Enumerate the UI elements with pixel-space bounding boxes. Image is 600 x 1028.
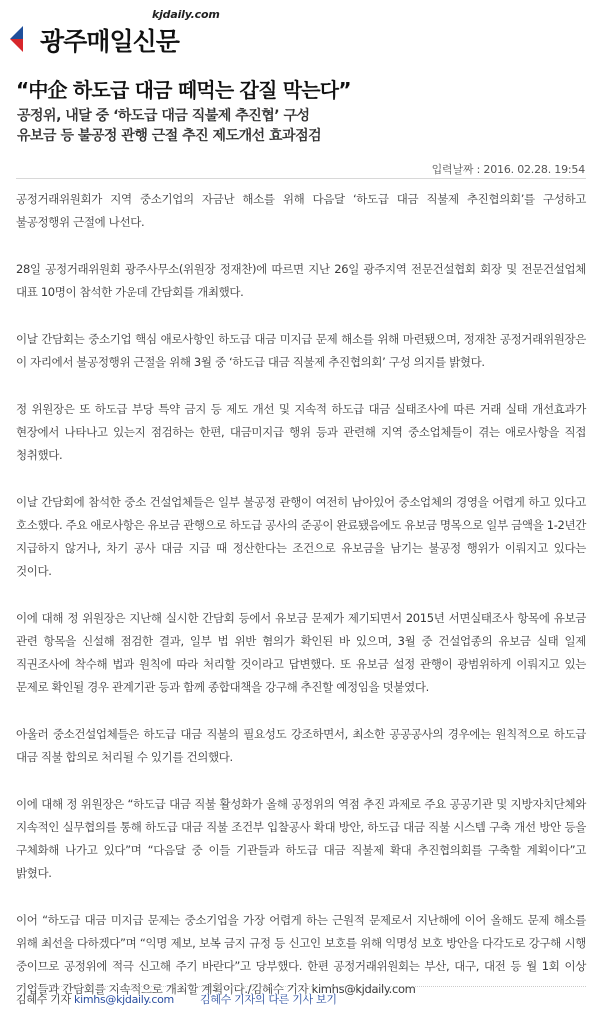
reporter-name: 김혜수 기자 xyxy=(16,993,71,1006)
more-articles-link[interactable]: 김혜수 기자의 다른 기사 보기 xyxy=(200,993,337,1006)
article-paragraph: 이에 대해 정 위원장은 “하도급 대금 직불 활성화가 올해 공정위의 역점 추진 과제로 주요 공공기관 및 지방자치단체와 지속적인 실무협의를 통해 하도급 대금 직불 조건부 입찰공사 확대 방안, 하도급 대금 직불 시스템 구축 개선 방안 등을 구체화해 나가고 있다”며 “다음달 중 이들 기관들과 하도급 대금 직불제 확대 추진협의회를 구축할 계획이다”고 밝혔다. xyxy=(16,797,586,880)
article-body xyxy=(16,188,586,1025)
newspaper-logo-text[interactable]: 광주매일신문 xyxy=(40,27,179,56)
article-paragraph: 공정거래위원회가 지역 중소기업의 자금난 해소를 위해 다음달 ‘하도급 대금 직불제 추진협의회’를 구성하고 불공정행위 근절에 나선다. xyxy=(16,192,586,229)
article-footer xyxy=(16,991,586,1007)
site-domain[interactable]: kjdaily.com xyxy=(152,8,220,21)
article-paragraph: 아울러 중소건설업체들은 하도급 대금 직불의 필요성도 강조하면서, 최소한 공공공사의 경우에는 원칙적으로 하도급 대금 직불 합의로 처리될 수 있기를 건의했다. xyxy=(16,727,586,764)
article-paragraph: 이날 간담회는 중소기업 핵심 애로사항인 하도급 대금 미지급 문제 해소를 위해 마련됐으며, 정재찬 공정거래위원장은 이 자리에서 불공정행위 근절을 위해 3월 중 ‘하도급 대금 직불제 추진협의회’ 구성 의지를 밝혔다. xyxy=(16,332,586,369)
article-paragraph: 28일 공정거래위원회 광주사무소(위원장 정재찬)에 따르면 지난 26일 광주지역 전문건설협회 회장 및 전문건설업체 대표 10명이 참석한 가운데 간담회를 개최했다. xyxy=(16,262,586,299)
article-paragraph: 정 위원장은 또 하도급 부당 특약 금지 등 제도 개선 및 지속적 하도급 대금 실태조사에 따른 거래 실태 개선효과가 현장에서 나타나고 있는지 점검하는 한편, 대금미지급 행위 등과 관련해 지역 중소업체들이 겪는 애로사항을 직접 청취했다. xyxy=(16,402,586,462)
article-headline: “中企 하도급 대금 떼먹는 갑질 막는다” xyxy=(16,78,351,102)
reporter-email-link[interactable]: kimhs@kjdaily.com xyxy=(74,993,174,1006)
date-label: 입력날짜 xyxy=(431,163,474,176)
footer-divider xyxy=(16,986,586,987)
article-paragraph: 이어 “하도급 대금 미지급 문제는 중소기업을 가장 어렵게 하는 근원적 문제로서 지난해에 이어 올해도 문제 해소를 위해 최선을 다하겠다”며 “익명 제보, 보복 금지 규정 등 신고인 보호를 위해 익명성 보호 방안을 다각도로 강구해 시행 중이므로 공정위에 적극 신고해 주기 바란다”고 당부했다. 한편 공정거래위원회는 부산, 대구, 대전 등 월 1회 이상 기업들과 간담회를 지속적으로 개최할 계획이다./김혜수 기자 kimhs@kjdaily.com xyxy=(16,913,586,996)
site-header xyxy=(0,0,600,62)
divider xyxy=(16,178,586,179)
article-subheadline-2: 유보금 등 불공정 관행 근절 추진 제도개선 효과점검 xyxy=(17,128,322,144)
newspaper-logo-icon[interactable] xyxy=(10,26,36,52)
date-value: 2016. 02.28. 19:54 xyxy=(483,163,585,176)
article-subheadline-1: 공정위, 내달 중 ‘하도급 대금 직불제 추진협’ 구성 xyxy=(17,108,310,124)
article-paragraph: 이날 간담회에 참석한 중소 건설업체들은 일부 불공정 관행이 여전히 남아있어 중소업체의 경영을 어렵게 하고 있다고 호소했다. 주요 애로사항은 유보금 관행으로 하도급 공사의 준공이 완료됐음에도 유보금 명목으로 일부 금액을 1-2년간 지급하지 않거나, 차기 공사 대금 지급 때 정산한다는 조건으로 유보금을 남기는 불공정 행위가 이뤄지고 있다는 것이다. xyxy=(16,495,586,578)
article-paragraph: 이에 대해 정 위원장은 지난해 실시한 간담회 등에서 유보금 문제가 제기되면서 2015년 서면실태조사 항목에 유보금 관련 항목을 신설해 점검한 결과, 일부 법 위반 혐의가 확인된 바 있으며, 3월 중 건설업종의 유보금 실태 일제 직권조사에 착수해 법과 원칙에 따라 처리할 것이라고 답변했다. 또 유보금 설정 관행이 광범위하게 이뤄지고 있는 문제로 확인될 경우 관계기관 등과 함께 종합대책을 강구해 추진할 예정임을 덧붙였다. xyxy=(16,611,586,694)
published-date: 입력날짜 : 2016. 02.28. 19:54 xyxy=(431,163,585,176)
